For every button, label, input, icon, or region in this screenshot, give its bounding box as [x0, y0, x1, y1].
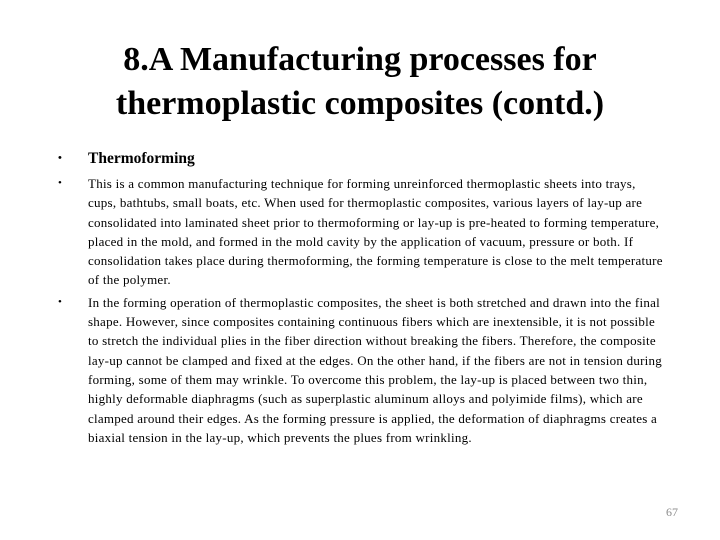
bullet-text: In the forming operation of thermoplastic composites, the sheet is both stretched and drawn into the final shape. However, since composites containing continuous fibers which are inextensible, it is not possible to stretch the individual plies in the fiber direction without breaking the fibers. Therefore, the composite lay-up cannot be clamped and fixed at the edges. On the other hand, if the fibers are not in tension during forming, some of them may wrinkle. To overcome this problem, the lay-up is placed between two thin, highly deformable diaphragms (such as superplastic aluminum alloys and polyimide films), which are clamped around their edges. As the forming pressure is applied, the deformation of diaphragms creates a biaxial tension in the lay-up, which prevents the plues from wrinkling.: [88, 294, 663, 445]
page-number: 67: [666, 505, 678, 519]
bullet-item-thermoforming: [56, 149, 666, 169]
bullet-icon: •: [58, 177, 63, 189]
bullet-icon: •: [58, 152, 62, 164]
bullet-list: [56, 149, 666, 450]
bullet-text: This is a common manufacturing technique for forming unreinforced thermoplastic sheets into trays, cups, bathtubs, small boats, etc. When used for thermoplastic composites, various layers of lay-up are consolidated into laminated sheet prior to thermoforming or lay-up is pre-heated to forming temperature, placed in the mold, and formed in the mold cavity by the application of vacuum, pressure or both. If consolidation takes place during thermoforming, the forming temperature is close to the melt temperature of the polymer.: [88, 176, 663, 288]
bullet-item-description: [56, 174, 666, 290]
bullet-text: Thermoforming: [88, 150, 195, 167]
bullet-item-forming-operation: [56, 293, 666, 447]
slide-title: 8.A Manufacturing processes for thermoplastic composites (contd.): [115, 41, 605, 122]
bullet-icon: •: [58, 295, 63, 308]
